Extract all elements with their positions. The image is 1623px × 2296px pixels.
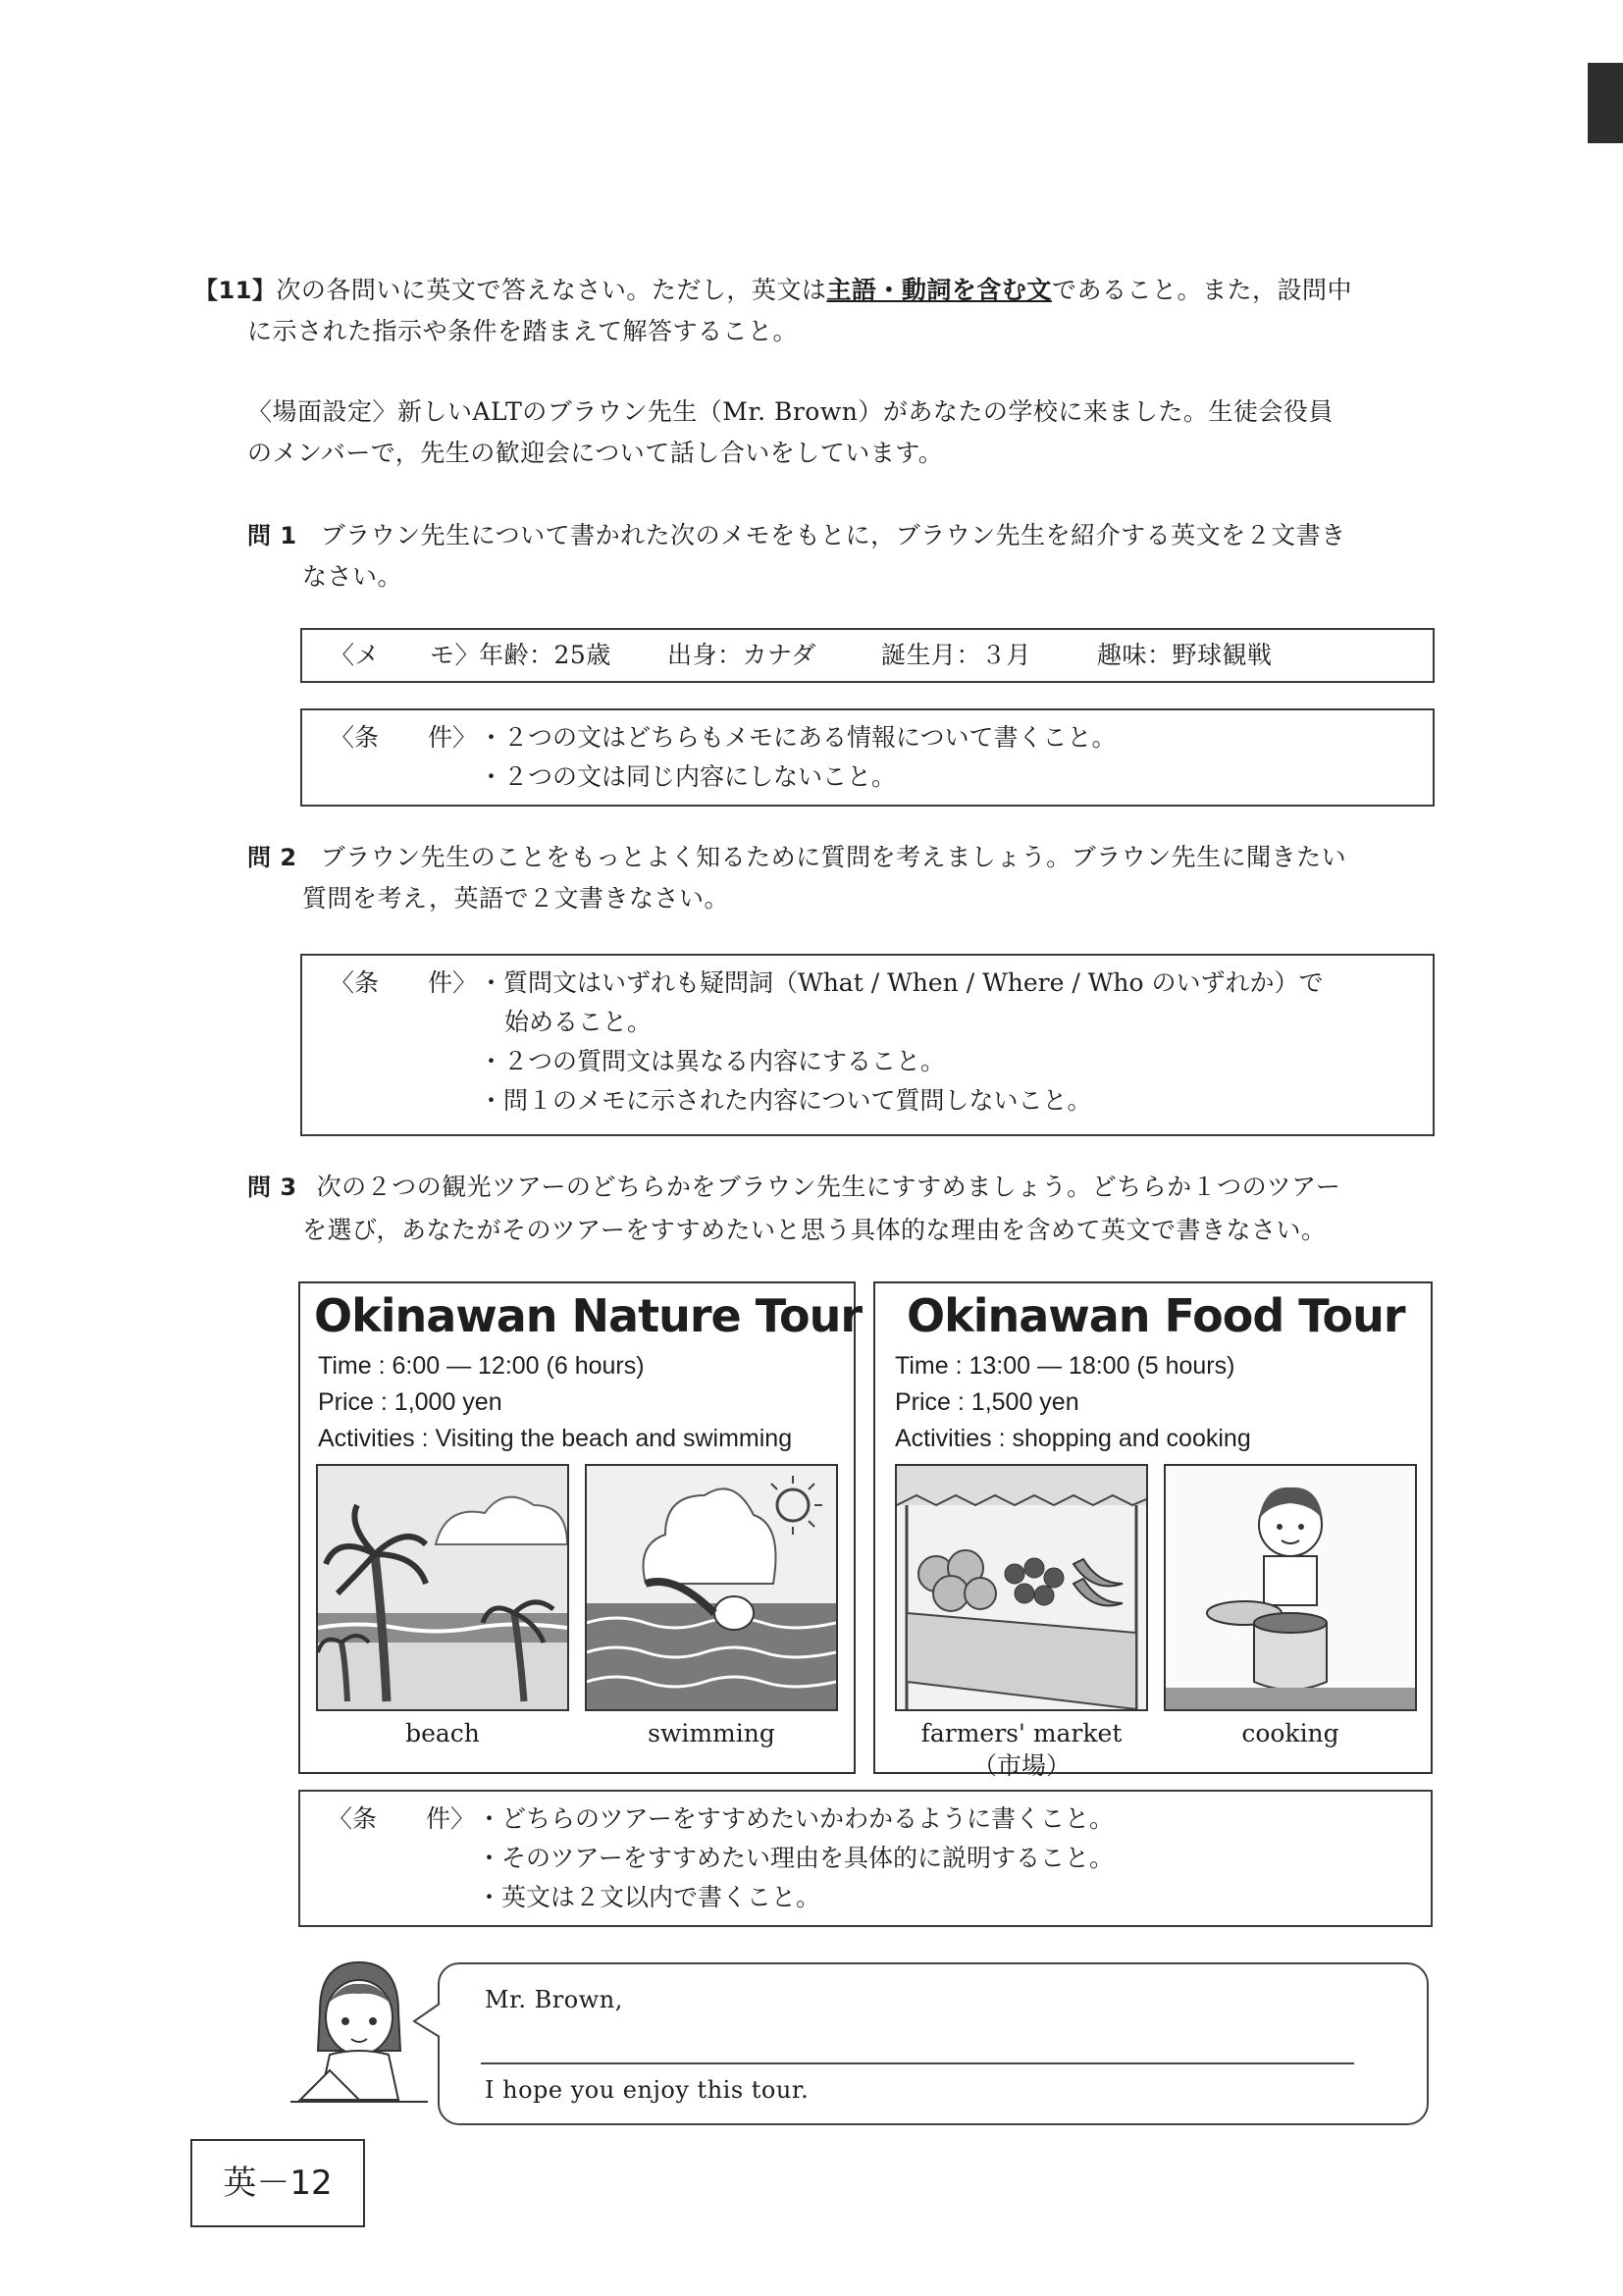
answer-closing: I hope you enjoy this tour.	[485, 2076, 810, 2104]
q3-text-1: 次の２つの観光ツアーのどちらかをブラウン先生にすすめましょう。どちらか１つのツアー	[316, 1173, 1341, 1201]
farmers-market-illustration	[895, 1464, 1148, 1711]
question-header	[194, 269, 1352, 312]
q1-conditions-box	[300, 708, 1435, 807]
q1-line-2: なさい。	[302, 562, 403, 591]
memo-origin: 出身：カナダ	[667, 641, 816, 669]
tour-activities: Activities : shopping and cooking	[895, 1425, 1251, 1452]
q1-number: 問 1	[247, 522, 297, 549]
question-number: 【11】	[194, 277, 277, 304]
q3-conditions-box	[298, 1790, 1433, 1927]
q2-line-2: 質問を考え，英語で２文書きなさい。	[302, 884, 730, 913]
condition-item: ・２つの文はどちらもメモにある情報について書くこと。	[479, 723, 1117, 752]
condition-label: 〈条 件〉	[330, 968, 478, 997]
memo-age: 年齢：25歳	[479, 641, 611, 669]
tour-time: Time : 6:00 ― 12:00 (6 hours)	[318, 1352, 645, 1380]
memo-label: 〈メ モ〉	[330, 641, 481, 669]
scene-line-1: 〈場面設定〉新しいALTのブラウン先生（Mr. Brown）があなたの学校に来ました。生徒会役員	[247, 397, 1334, 426]
tour-title: Okinawan Nature Tour	[314, 1289, 863, 1342]
cooking-illustration	[1164, 1464, 1417, 1711]
condition-label: 〈条 件〉	[330, 723, 478, 752]
swimming-illustration	[585, 1464, 838, 1711]
food-tour-box	[873, 1281, 1433, 1780]
intro-text-a: 次の各問いに英文で答えなさい。ただし，英文は	[276, 276, 827, 304]
q2-text-1: ブラウン先生のことをもっとよく知るために質問を考えましょう。ブラウン先生に聞きたい	[320, 843, 1347, 871]
condition-item: ・そのツアーをすすめたい理由を具体的に説明すること。	[477, 1844, 1115, 1872]
tour-title: Okinawan Food Tour	[907, 1289, 1405, 1342]
answer-greeting: Mr. Brown,	[485, 1986, 623, 2013]
memo-hobby: 趣味：野球観戦	[1097, 641, 1273, 669]
condition-item: ・英文は２文以内で書くこと。	[477, 1883, 821, 1911]
answer-writing-area[interactable]	[481, 2023, 1354, 2062]
condition-item: ・２つの文は同じ内容にしないこと。	[479, 762, 897, 791]
q3-line-2: を選び，あなたがそのツアーをすすめたいと思う具体的な理由を含めて英文で書きなさい。	[302, 1216, 1327, 1244]
tour-time: Time : 13:00 ― 18:00 (5 hours)	[895, 1352, 1235, 1380]
q1-text-1: ブラウン先生について書かれた次のメモをもとに，ブラウン先生を紹介する英文を２文書き	[320, 521, 1346, 549]
intro-emphasis: 主語・動詞を含む文	[826, 276, 1052, 304]
memo-birth: 誕生月：３月	[881, 641, 1032, 669]
bubble-tail	[412, 2002, 442, 2041]
memo-box	[300, 628, 1435, 683]
q2-number: 問 2	[247, 844, 297, 871]
q3-number: 問 3	[247, 1174, 297, 1201]
student-illustration	[290, 1953, 428, 2110]
tour-activities: Activities : Visiting the beach and swimming	[318, 1425, 793, 1452]
condition-item: ・２つの質問文は異なる内容にすること。	[479, 1047, 946, 1075]
caption-cooking: cooking	[1241, 1719, 1339, 1748]
q1-line-1	[247, 514, 1346, 557]
caption-swimming: swimming	[648, 1719, 775, 1748]
caption-market-note: （市場）	[971, 1751, 1071, 1780]
condition-item: ・どちらのツアーをすすめたいかわかるように書くこと。	[477, 1804, 1115, 1833]
page-number: 英－12	[190, 2139, 365, 2227]
q3-line-1	[247, 1166, 1340, 1209]
condition-item: 始めること。	[504, 1008, 653, 1036]
intro-line-2: に示された指示や条件を踏まえて解答すること。	[247, 317, 799, 345]
intro-text-b: であること。また，設問中	[1051, 276, 1352, 304]
q2-conditions-box	[300, 954, 1435, 1136]
tour-price: Price : 1,000 yen	[318, 1388, 502, 1416]
q2-line-1	[247, 836, 1346, 879]
page-edge-tab	[1588, 63, 1623, 143]
condition-label: 〈条 件〉	[328, 1804, 476, 1833]
tour-price: Price : 1,500 yen	[895, 1388, 1079, 1416]
nature-tour-box	[298, 1281, 863, 1774]
answer-bubble	[438, 1962, 1429, 2125]
scene-line-2: のメンバーで，先生の歓迎会について話し合いをしています。	[247, 439, 944, 467]
answer-line	[481, 2062, 1354, 2064]
caption-beach: beach	[405, 1719, 480, 1748]
condition-item: ・問１のメモに示された内容について質問しないこと。	[479, 1086, 1092, 1115]
caption-farmers-market: farmers' market	[920, 1719, 1123, 1748]
condition-item: ・質問文はいずれも疑問詞（What / When / Where / Who のいずれか）で	[479, 968, 1324, 997]
beach-illustration	[316, 1464, 569, 1711]
